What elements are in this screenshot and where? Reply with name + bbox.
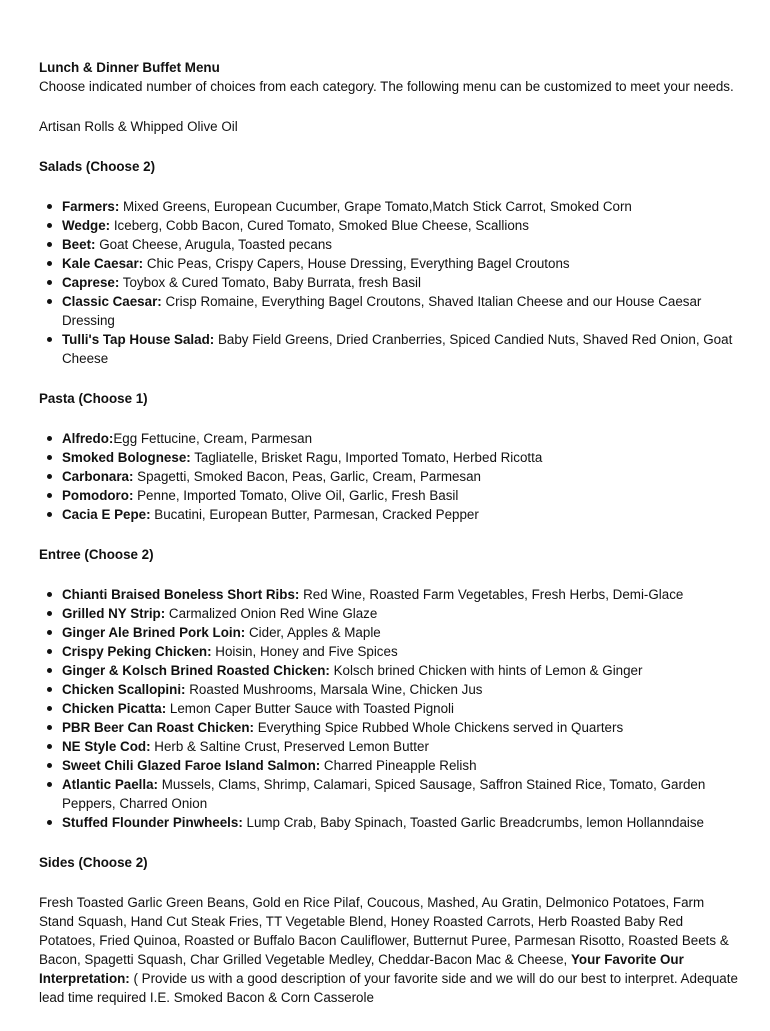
bullet-icon (47, 744, 52, 749)
bullet-icon (47, 474, 52, 479)
menu-item (62, 505, 739, 524)
page-title: Lunch & Dinner Buffet Menu (39, 60, 220, 75)
item-description: Penne, Imported Tomato, Olive Oil, Garlic, Fresh Basil (133, 488, 459, 503)
section-salads (39, 157, 739, 368)
spacer (39, 832, 739, 853)
bullet-icon (47, 668, 52, 673)
section-pasta (39, 389, 739, 524)
item-description: Everything Spice Rubbed Whole Chickens served in Quarters (253, 720, 624, 735)
spacer (39, 176, 739, 197)
menu-item (62, 604, 739, 623)
menu-item (62, 330, 739, 368)
sides-list-text: Fresh Toasted Garlic Green Beans, Gold en Rice Pilaf, Coucous, Mashed, Au Gratin, Delmonico Potatoes, Farm Stand Squash, Hand Cut Steak Fries, TT Vegetable Blend, Honey Roasted Carrots, Herb Roasted Baby Red Potatoes, Fried Quinoa, Roasted or Buffalo Bacon Cauliflower, Butternut Puree, Parmesan Risotto, Roasted Beets & Bacon, Spagetti Squash, Char Grilled Vegetable Medley, Cheddar-Bacon Mac & Cheese, (39, 895, 729, 967)
section-entree (39, 545, 739, 832)
spacer (39, 136, 739, 157)
item-description: Mussels, Clams, Shrimp, Calamari, Spiced Sausage, Saffron Stained Rice, Tomato, Garden Peppers, Charred Onion (62, 777, 706, 811)
favorite-text: ( Provide us with a good description of your favorite side and we will do our best to interpret. Adequate lead time required I.E. Smoked Bacon & Corn Casserole (39, 971, 738, 1005)
item-name: Ginger & Kolsch Brined Roasted Chicken: (62, 663, 330, 678)
item-description: Hoisin, Honey and Five Spices (211, 644, 398, 659)
menu-item (62, 718, 739, 737)
bullet-icon (47, 706, 52, 711)
salads-list (39, 197, 739, 368)
item-description: Lump Crab, Baby Spinach, Toasted Garlic Breadcrumbs, lemon Hollanndaise (242, 815, 705, 830)
menu-item (62, 448, 739, 467)
menu-item (62, 775, 739, 813)
item-name: Sweet Chili Glazed Faroe Island Salmon: (62, 758, 321, 773)
item-name: Carbonara: (62, 469, 134, 484)
entree-list (39, 585, 739, 832)
section-heading: Entree (Choose 2) (39, 547, 154, 562)
menu-item (62, 429, 739, 448)
bullet-icon (47, 763, 52, 768)
item-description: Carmalized Onion Red Wine Glaze (165, 606, 378, 621)
item-description: Mixed Greens, European Cucumber, Grape Tomato,Match Stick Carrot, Smoked Corn (119, 199, 632, 214)
bullet-icon (47, 649, 52, 654)
bullet-icon (47, 455, 52, 460)
item-description: Tagliatelle, Brisket Ragu, Imported Tomato, Herbed Ricotta (190, 450, 543, 465)
menu-item (62, 737, 739, 756)
section-heading: Pasta (Choose 1) (39, 391, 148, 406)
section-heading: Salads (Choose 2) (39, 159, 156, 174)
menu-item (62, 623, 739, 642)
item-description: Herb & Saltine Crust, Preserved Lemon Butter (150, 739, 429, 754)
item-description: Goat Cheese, Arugula, Toasted pecans (95, 237, 332, 252)
item-description: Iceberg, Cobb Bacon, Cured Tomato, Smoked Blue Cheese, Scallions (110, 218, 529, 233)
item-name: Tulli's Tap House Salad: (62, 332, 215, 347)
item-name: Beet: (62, 237, 96, 252)
item-name: Stuffed Flounder Pinwheels: (62, 815, 243, 830)
spacer (39, 564, 739, 585)
menu-item (62, 661, 739, 680)
menu-item (62, 642, 739, 661)
item-name: Atlantic Paella: (62, 777, 158, 792)
menu-item (62, 813, 739, 832)
item-name: Grilled NY Strip: (62, 606, 166, 621)
item-name: Farmers: (62, 199, 120, 214)
item-name: Pomodoro: (62, 488, 134, 503)
favorite-label: Your Favorite Our Interpretation: (39, 952, 684, 986)
menu-item (62, 585, 739, 604)
item-name: NE Style Cod: (62, 739, 151, 754)
menu-item (62, 486, 739, 505)
bullet-icon (47, 630, 52, 635)
bullet-icon (47, 261, 52, 266)
menu-item (62, 235, 739, 254)
item-description: Cider, Apples & Maple (245, 625, 381, 640)
item-name: Kale Caesar: (62, 256, 144, 271)
bullet-icon (47, 299, 52, 304)
spacer (39, 408, 739, 429)
section-sides (39, 853, 739, 1007)
item-name: PBR Beer Can Roast Chicken: (62, 720, 254, 735)
menu-item (62, 273, 739, 292)
item-description: Spagetti, Smoked Bacon, Peas, Garlic, Cream, Parmesan (133, 469, 482, 484)
spacer (39, 368, 739, 389)
bullet-icon (47, 337, 52, 342)
bullet-icon (47, 242, 52, 247)
item-name: Cacia E Pepe: (62, 507, 151, 522)
menu-document (39, 58, 739, 1007)
bullet-icon (47, 592, 52, 597)
item-description: Lemon Caper Butter Sauce with Toasted Pignoli (166, 701, 455, 716)
bullet-icon (47, 493, 52, 498)
bullet-icon (47, 204, 52, 209)
bullet-icon (47, 512, 52, 517)
item-description: Toybox & Cured Tomato, Baby Burrata, fresh Basil (119, 275, 421, 290)
item-description: Bucatini, European Butter, Parmesan, Cracked Pepper (150, 507, 479, 522)
item-description: Crisp Romaine, Everything Bagel Croutons, Shaved Italian Cheese and our House Caesar Dressing (62, 294, 702, 328)
bullet-icon (47, 436, 52, 441)
item-name: Chianti Braised Boneless Short Ribs: (62, 587, 300, 602)
section-heading: Sides (Choose 2) (39, 855, 148, 870)
bullet-icon (47, 611, 52, 616)
menu-item (62, 467, 739, 486)
pasta-list (39, 429, 739, 524)
item-description: Egg Fettucine, Cream, Parmesan (113, 431, 313, 446)
bullet-icon (47, 223, 52, 228)
item-name: Classic Caesar: (62, 294, 162, 309)
item-name: Smoked Bolognese: (62, 450, 191, 465)
spacer (39, 524, 739, 545)
bullet-icon (47, 820, 52, 825)
item-name: Crispy Peking Chicken: (62, 644, 212, 659)
item-description: Kolsch brined Chicken with hints of Lemon & Ginger (329, 663, 643, 678)
menu-item (62, 680, 739, 699)
sides-paragraph (39, 893, 739, 1007)
bullet-icon (47, 280, 52, 285)
item-description: Chic Peas, Crispy Capers, House Dressing, Everything Bagel Croutons (143, 256, 570, 271)
item-name: Chicken Picatta: (62, 701, 167, 716)
menu-item (62, 197, 739, 216)
item-description: Charred Pineapple Relish (320, 758, 477, 773)
menu-item (62, 292, 739, 330)
item-description: Roasted Mushrooms, Marsala Wine, Chicken Jus (185, 682, 483, 697)
intro-text: Choose indicated number of choices from each category. The following menu can be customized to meet your needs. (39, 79, 734, 94)
item-description: Baby Field Greens, Dried Cranberries, Spiced Candied Nuts, Shaved Red Onion, Goat Cheese (62, 332, 733, 366)
bullet-icon (47, 725, 52, 730)
item-name: Alfredo: (62, 431, 114, 446)
menu-item (62, 699, 739, 718)
menu-item (62, 756, 739, 775)
item-description: Red Wine, Roasted Farm Vegetables, Fresh Herbs, Demi-Glace (299, 587, 684, 602)
menu-item (62, 254, 739, 273)
bullet-icon (47, 687, 52, 692)
spacer (39, 872, 739, 893)
item-name: Wedge: (62, 218, 111, 233)
menu-item (62, 216, 739, 235)
item-name: Ginger Ale Brined Pork Loin: (62, 625, 246, 640)
item-name: Caprese: (62, 275, 120, 290)
bread-text: Artisan Rolls & Whipped Olive Oil (39, 119, 238, 134)
bullet-icon (47, 782, 52, 787)
item-name: Chicken Scallopini: (62, 682, 186, 697)
spacer (39, 96, 739, 117)
